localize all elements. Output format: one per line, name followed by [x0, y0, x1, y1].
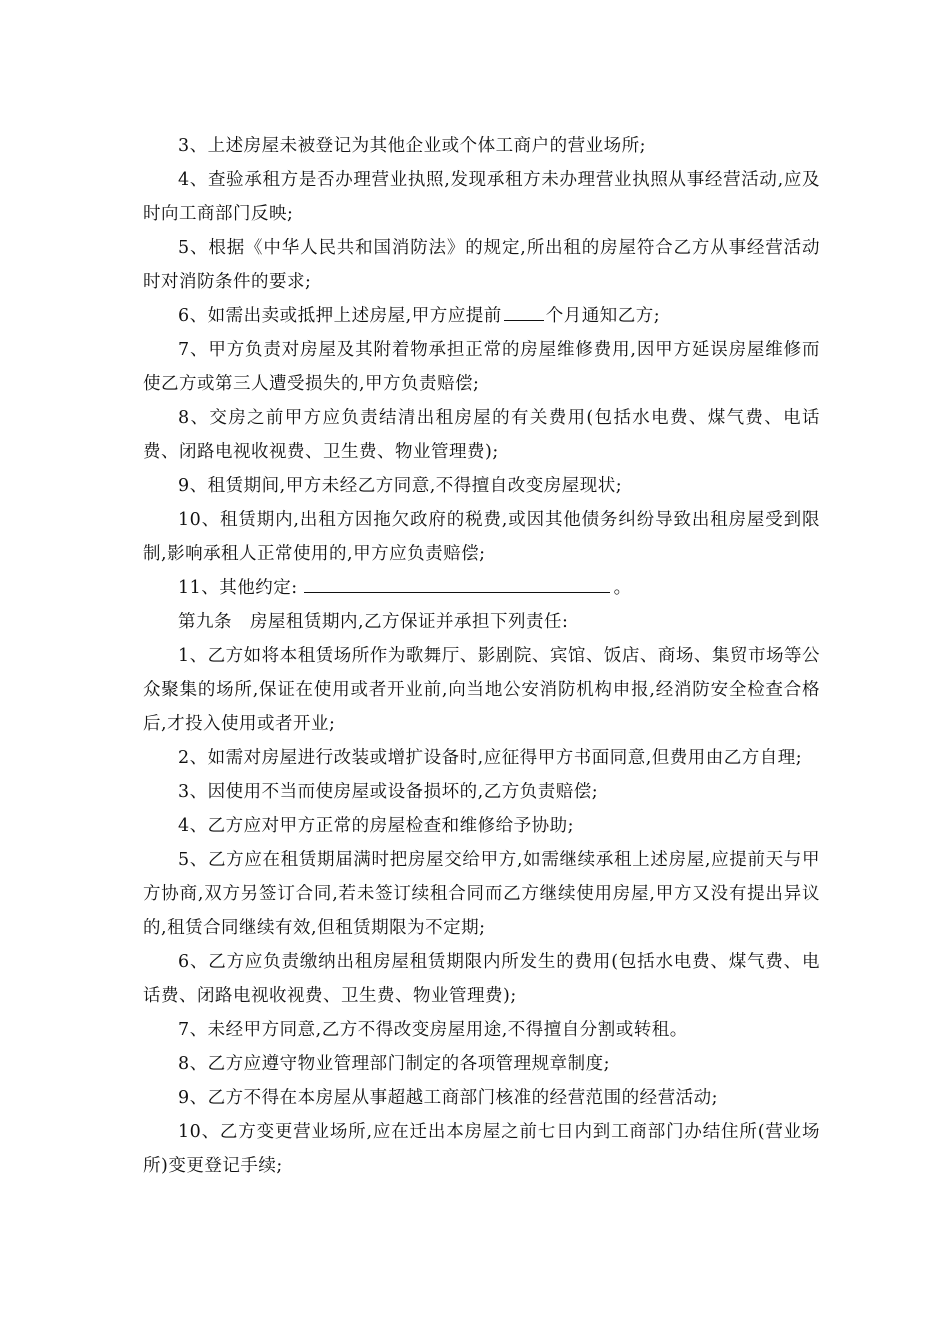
- clause-item-11: 11、其他约定: 。: [143, 571, 820, 605]
- tenant-clause-10: 10、乙方变更营业场所,应在迁出本房屋之前七日内到工商部门办结住所(营业场所)变更登记手续;: [143, 1122, 820, 1176]
- tenant-clause-1: 1、乙方如将本租赁场所作为歌舞厅、影剧院、宾馆、饭店、商场、集贸市场等公众聚集的场所,保证在使用或者开业前,向当地公安消防机构申报,经消防安全检查合格后,才投入使用或者开业;: [143, 646, 820, 734]
- clause-item-8: 8、交房之前甲方应负责结清出租房屋的有关费用(包括水电费、煤气费、电话费、闭路电视收视费、卫生费、物业管理费);: [143, 408, 820, 462]
- tenant-clause-7: 7、未经甲方同意,乙方不得改变房屋用途,不得擅自分割或转租。: [178, 1020, 688, 1040]
- clause-item-7: 7、甲方负责对房屋及其附着物承担正常的房屋维修费用,因甲方延误房屋维修而使乙方或第三人遭受损失的,甲方负责赔偿;: [143, 340, 820, 394]
- tenant-clause-6: 6、乙方应负责缴纳出租房屋租赁期限内所发生的费用(包括水电费、煤气费、电话费、闭路电视收视费、卫生费、物业管理费);: [143, 952, 820, 1006]
- fill-in-blank-months: [504, 300, 544, 321]
- tenant-clause-8: 8、乙方应遵守物业管理部门制定的各项管理规章制度;: [178, 1054, 611, 1074]
- article-9-heading: 第九条 房屋租赁期内,乙方保证并承担下列责任:: [178, 612, 569, 632]
- document-body: [143, 129, 820, 1183]
- clause-item-3: 3、上述房屋未被登记为其他企业或个体工商户的营业场所;: [178, 136, 647, 156]
- fill-in-blank-other-terms: [304, 572, 610, 593]
- tenant-clause-3: 3、因使用不当而使房屋或设备损坏的,乙方负责赔偿;: [178, 782, 599, 802]
- tenant-clause-4: 4、乙方应对甲方正常的房屋检查和维修给予协助;: [178, 816, 575, 836]
- clause-item-6: 6、如需出卖或抵押上述房屋,甲方应提前 个月通知乙方;: [143, 299, 820, 333]
- clause-item-9: 9、租赁期间,甲方未经乙方同意,不得擅自改变房屋现状;: [178, 476, 623, 496]
- tenant-clause-2: 2、如需对房屋进行改装或增扩设备时,应征得甲方书面同意,但费用由乙方自理;: [178, 748, 803, 768]
- clause-item-10: 10、租赁期内,出租方因拖欠政府的税费,或因其他债务纠纷导致出租房屋受到限制,影响承租人正常使用的,甲方应负责赔偿;: [143, 510, 820, 564]
- clause-item-5: 5、根据《中华人民共和国消防法》的规定,所出租的房屋符合乙方从事经营活动时对消防条件的要求;: [143, 238, 820, 292]
- tenant-clause-9: 9、乙方不得在本房屋从事超越工商部门核准的经营范围的经营活动;: [178, 1088, 719, 1108]
- tenant-clause-5: 5、乙方应在租赁期届满时把房屋交给甲方,如需继续承租上述房屋,应提前天与甲方协商,双方另签订合同,若未签订续租合同而乙方继续使用房屋,甲方又没有提出异议的,租赁合同继续有效,但租赁期限为不定期;: [143, 850, 820, 938]
- clause-item-4: 4、查验承租方是否办理营业执照,发现承租方未办理营业执照从事经营活动,应及时向工商部门反映;: [143, 170, 820, 224]
